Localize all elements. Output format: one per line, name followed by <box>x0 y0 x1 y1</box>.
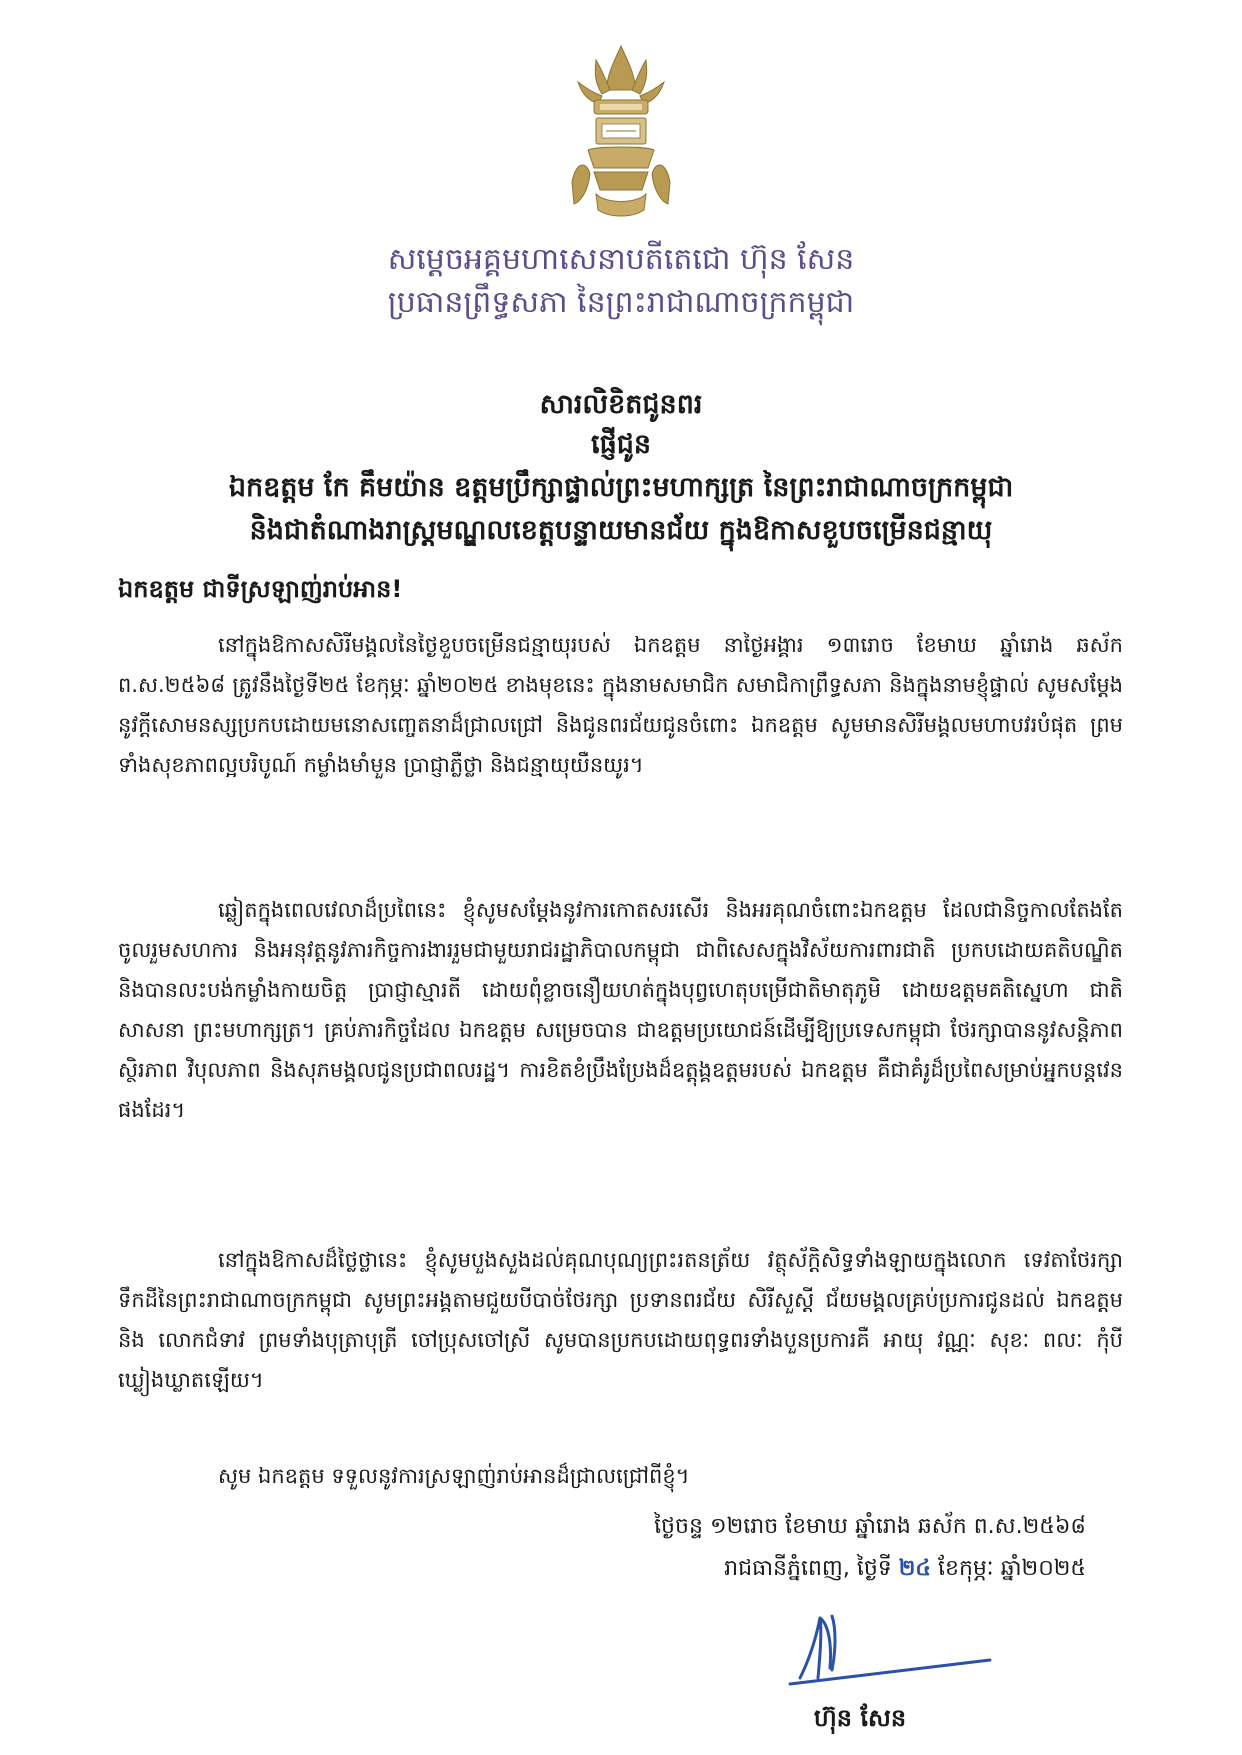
recipient-line-1: ឯកឧត្តម កែ គឹមយ៉ាន ឧត្តមប្រឹក្សាផ្ទាល់ព្រះមហាក្សត្រ នៃព្រះរាជាណាចក្រកម្ពុជា <box>228 472 1014 503</box>
signer-name: ហ៊ុន សែន <box>813 1704 907 1732</box>
sender-title: សម្តេចអគ្គមហាសេនាបតីតេជោ ហ៊ុន សែន <box>387 242 855 277</box>
salutation: ឯកឧត្តម ជាទីស្រឡាញ់រាប់អាន! <box>118 575 403 603</box>
lunar-date: ថ្ងៃចន្ទ ១២រោច ខែមាឃ ឆ្នាំរោង ឆស័ក ព.ស.២៥៦៨ <box>654 1514 1086 1539</box>
day-number: ២៤ <box>898 1556 932 1581</box>
body-paragraph-4: សូម ឯកឧត្តម ទទួលនូវការស្រឡាញ់រាប់អានដ៏ជ្រាលជ្រៅពីខ្ញុំ។ <box>218 1464 690 1488</box>
handwritten-signature <box>780 1598 1000 1698</box>
place-and-date <box>724 1550 1086 1588</box>
place-prefix: រាជធានីភ្នំពេញ, ថ្ងៃទី <box>724 1556 892 1581</box>
body-paragraph-1: នៅក្នុងឱកាសសិរីមង្គលនៃថ្ងៃខួបចម្រើនជន្មាយុរបស់ ឯកឧត្តម នាថ្ងៃអង្គារ ១៣រោច ខែមាឃ ឆ្នាំរោង ឆស័ក ព.ស.២៥៦៨ ត្រូវនឹងថ្ងៃទី២៥ ខែកុម្ភៈ ឆ្នាំ២០២៥ ខាងមុខនេះ ក្នុងនាមសមាជិក សមាជិកាព្រឹទ្ធសភា និងក្នុងនាមខ្ញុំផ្ទាល់ សូមសម្តែងនូវក្តីសោមនស្សប្រកបដោយមនោសញ្ចេតនាដ៏ជ្រាលជ្រៅ និងជូនពរជ័យជូនចំពោះ ឯកឧត្តម សូមមានសិរីមង្គលមហាបវរបំផុត ព្រមទាំងសុខភាពល្អបរិបូណ៍ កម្លាំងមាំមួន ប្រាជ្ញាភ្លឺថ្លា និងជន្មាយុយឺនយូរ។ <box>118 633 1123 777</box>
body-paragraph-3: នៅក្នុងឱកាសដ៏ថ្លៃថ្លានេះ ខ្ញុំសូមបួងសួងដល់គុណបុណ្យព្រះរតនត្រ័យ វត្ថុស័ក្តិសិទ្ធទាំងឡាយក្នុងលោក ទេវតាថែរក្សាទឹកដីនៃព្រះរាជាណាចក្រកម្ពុជា សូមព្រះអង្គតាមជួយបីបាច់ថែរក្សា ប្រទានពរជ័យ សិរីសួស្តី ជ័យមង្គលគ្រប់ប្រការជូនដល់ ឯកឧត្តម និង លោកជំទាវ ព្រមទាំងបុត្រាបុត្រី ចៅប្រុសចៅស្រី សូមបានប្រកបដោយពុទ្ធពរទាំងបួនប្រការគឺ អាយុ វណ្ណៈ សុខៈ ពលៈ កុំបីឃ្លៀងឃ្លាតឡើយ។ <box>118 1248 1123 1392</box>
sender-position: ប្រធានព្រឹទ្ធសភា នៃព្រះរាជាណាចក្រកម្ពុជា <box>387 285 855 320</box>
month-year: ខែកុម្ភៈ ឆ្នាំ២០២៥ <box>938 1556 1086 1581</box>
royal-emblem-icon <box>566 42 676 222</box>
recipient-line-2: និងជាតំណាងរាស្ត្រមណ្ឌលខេត្តបន្ទាយមានជ័យ ក្នុងឱកាសខួបចម្រើនជន្មាយុ <box>249 515 993 546</box>
addressed-to-label: ផ្ញើជូន <box>591 429 651 460</box>
body-paragraph-2: ឆ្លៀតក្នុងពេលវេលាដ៏ប្រពៃនេះ ខ្ញុំសូមសម្តែងនូវការកោតសរសើរ និងអរគុណចំពោះឯកឧត្តម ដែលជានិច្ចកាលតែងតែចូលរួមសហការ និងអនុវត្តនូវភារកិច្ចការងាររួមជាមួយរាជរដ្ឋាភិបាលកម្ពុជា ជាពិសេសក្នុងវិស័យការពារជាតិ ប្រកបដោយគតិបណ្ឌិត និងបានលះបង់កម្លាំងកាយចិត្ត ប្រាជ្ញាស្មារតី ដោយពុំខ្លាចនឿយហត់ក្នុងបុព្វហេតុបម្រើជាតិមាតុភូមិ ដោយឧត្តមគតិស្នេហា ជាតិ សាសនា ព្រះមហាក្សត្រ។ គ្រប់ភារកិច្ចដែល ឯកឧត្តម សម្រេចបាន ជាឧត្តមប្រយោជន៍ដើម្បីឱ្យប្រទេសកម្ពុជា ថែរក្សាបាននូវសន្តិភាព ស្ថិរភាព វិបុលភាព និងសុភមង្គលជូនប្រជាពលរដ្ឋ។ ការខិតខំប្រឹងប្រែងដ៏ឧត្តុង្គឧត្តមរបស់ ឯកឧត្តម គឺជាគំរូដ៏ប្រពៃសម្រាប់អ្នកបន្តវេនផងដែរ។ <box>118 898 1123 1122</box>
letter-type: សារលិខិតជូនពរ <box>539 389 703 420</box>
